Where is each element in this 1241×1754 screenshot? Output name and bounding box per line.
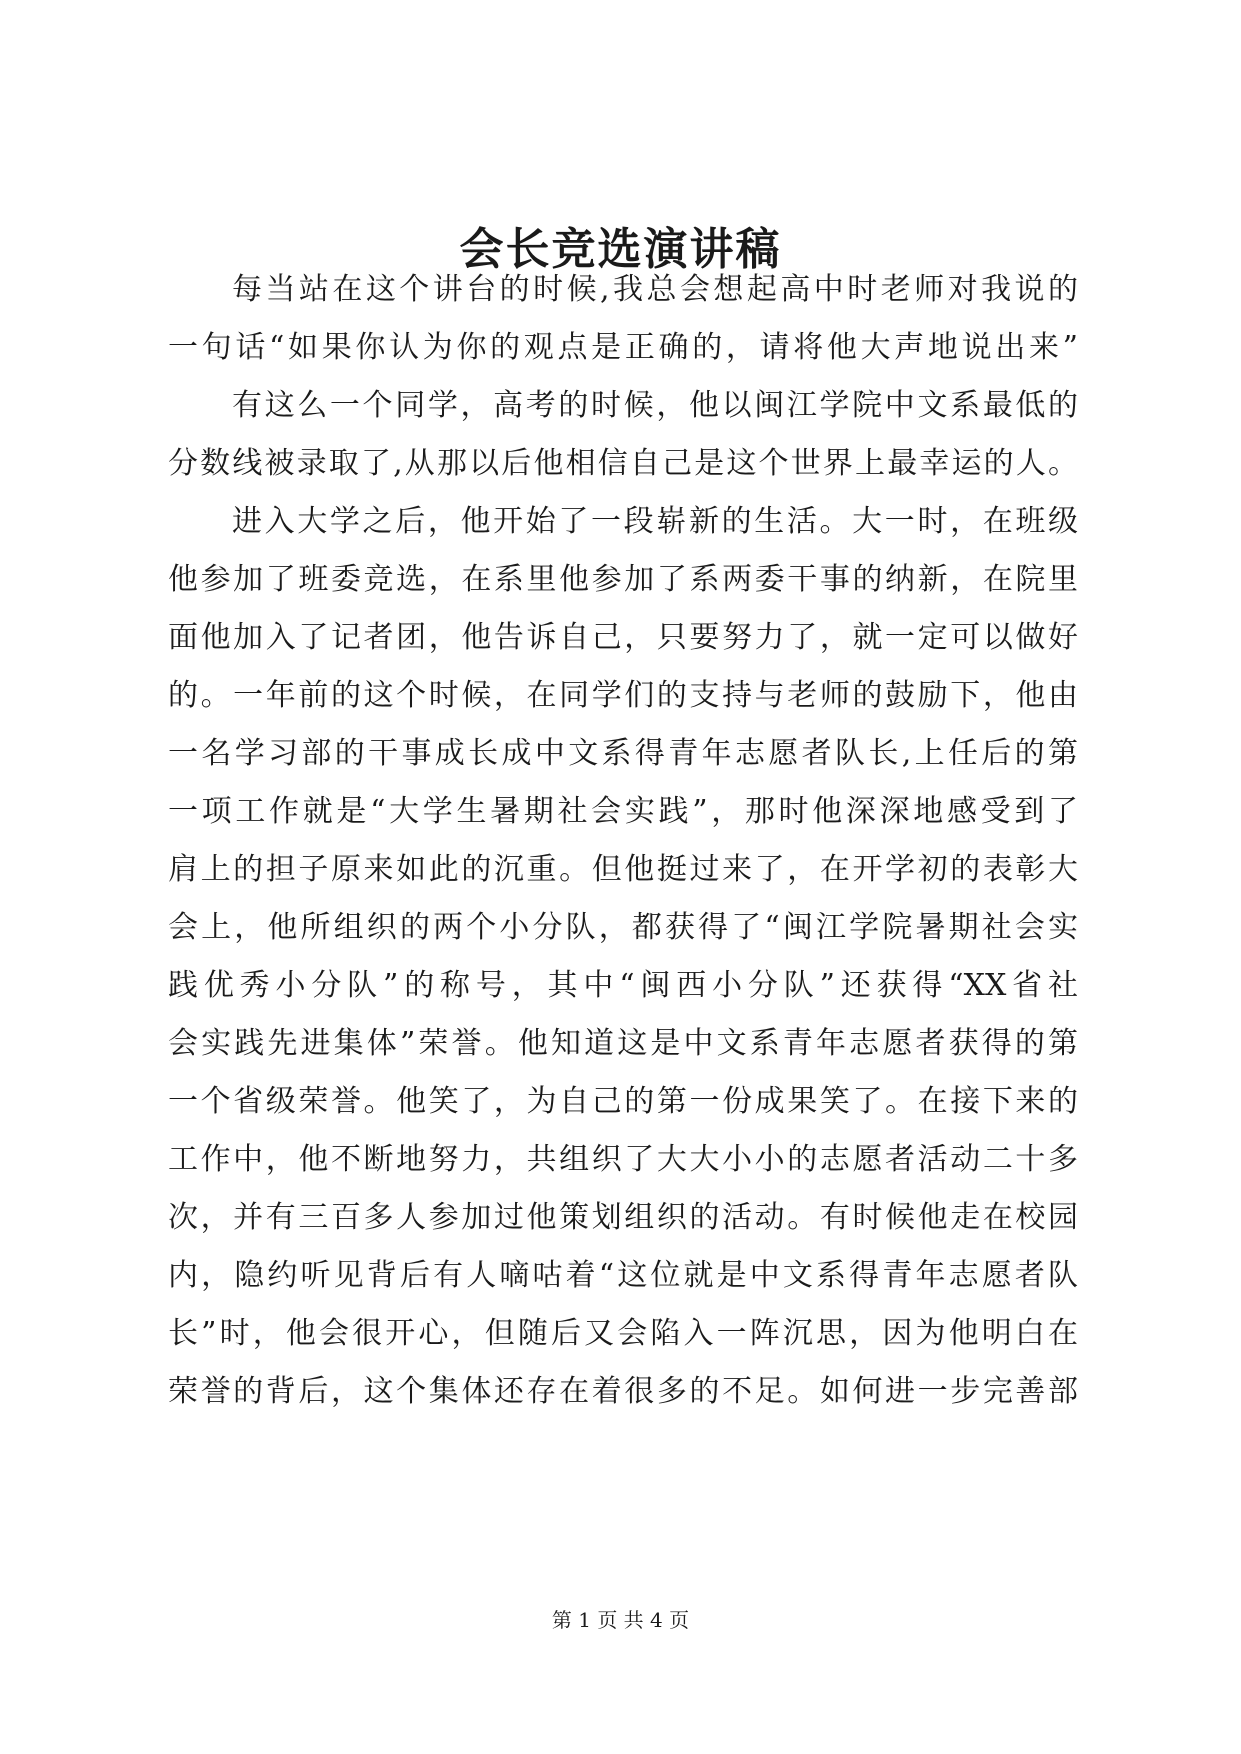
- paragraph-line: 会上，他所组织的两个小分队，都获得了“闽江学院暑期社会实: [168, 910, 1078, 945]
- paragraph-line: 他参加了班委竞选，在系里他参加了系两委干事的纳新，在院里: [168, 562, 1078, 597]
- paragraph-line: 有这么一个同学，高考的时候，他以闽江学院中文系最低的: [232, 388, 1078, 423]
- document-title: 会长竞选演讲稿: [459, 224, 782, 275]
- paragraph-line: 肩上的担子原来如此的沉重。但他挺过来了，在开学初的表彰大: [168, 852, 1078, 887]
- paragraph-line: 荣誉的背后，这个集体还存在着很多的不足。如何进一步完善部: [168, 1374, 1078, 1409]
- paragraph-line: 面他加入了记者团，他告诉自己，只要努力了，就一定可以做好: [168, 620, 1078, 655]
- page-number-label: 第 1 页 共 4 页: [551, 1608, 690, 1632]
- paragraph-line: 一句话“如果你认为你的观点是正确的，请将他大声地说出来”: [168, 330, 1078, 365]
- paragraph-line: 工作中，他不断地努力，共组织了大大小小的志愿者活动二十多: [168, 1142, 1078, 1177]
- paragraph-line: 一个省级荣誉。他笑了，为自己的第一份成果笑了。在接下来的: [168, 1084, 1078, 1119]
- paragraph-line: 每当站在这个讲台的时候,我总会想起高中时老师对我说的: [232, 272, 1078, 307]
- paragraph-line: 一项工作就是“大学生暑期社会实践”，那时他深深地感受到了: [168, 794, 1078, 829]
- paragraph-line: 长”时，他会很开心，但随后又会陷入一阵沉思，因为他明白在: [168, 1316, 1078, 1351]
- paragraph-line: 一名学习部的干事成长成中文系得青年志愿者队长,上任后的第: [168, 736, 1078, 771]
- paragraph-line: 践优秀小分队”的称号，其中“闽西小分队”还获得“XX省社: [168, 968, 1078, 1003]
- paragraph-line: 会实践先进集体”荣誉。他知道这是中文系青年志愿者获得的第: [168, 1026, 1078, 1061]
- page-footer: [0, 1606, 1241, 1634]
- paragraph-line: 的。一年前的这个时候，在同学们的支持与老师的鼓励下，他由: [168, 678, 1078, 713]
- paragraph-line: 次，并有三百多人参加过他策划组织的活动。有时候他走在校园: [168, 1200, 1078, 1235]
- paragraph-line: 进入大学之后，他开始了一段崭新的生活。大一时，在班级: [232, 504, 1078, 539]
- paragraph-line: 内，隐约听见背后有人嘀咕着“这位就是中文系得青年志愿者队: [168, 1258, 1078, 1293]
- paragraph-line: 分数线被录取了,从那以后他相信自己是这个世界上最幸运的人。: [168, 446, 1078, 481]
